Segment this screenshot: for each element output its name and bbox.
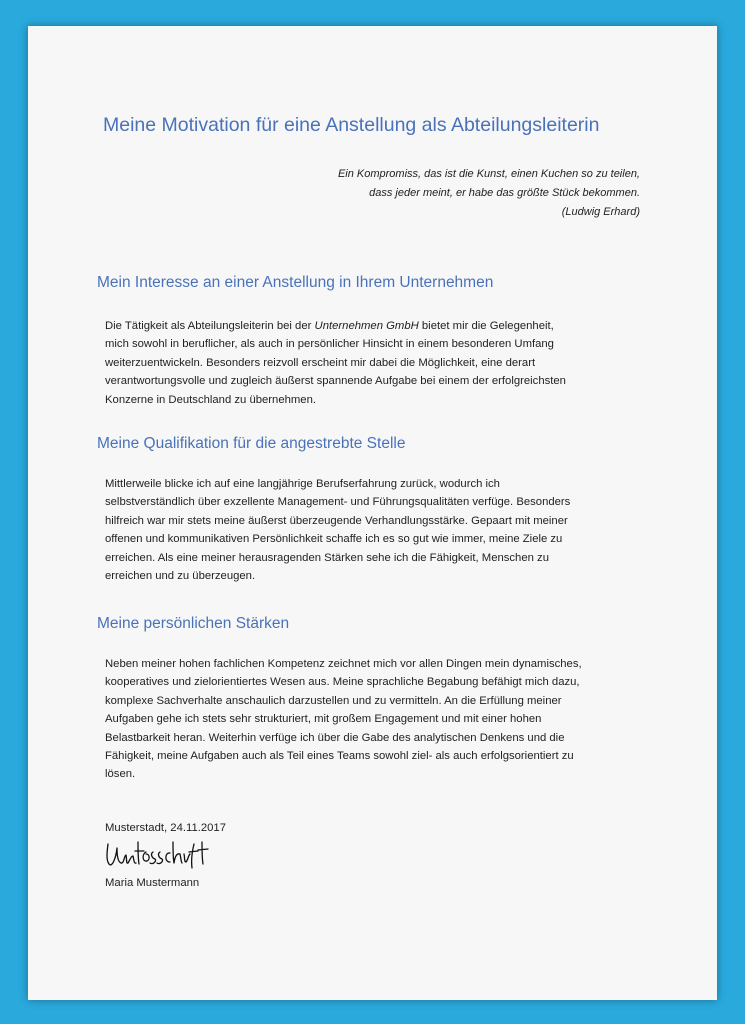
body-line: mich sowohl in beruflicher, als auch in persönlicher Hinsicht in einem besonderen Umfang (105, 338, 554, 351)
letter-page (28, 26, 717, 1000)
section-body-strengths (105, 655, 645, 784)
body-line: weiterzuentwickeln. Besonders reizvoll erscheint mir dabei die Möglichkeit, eine derart (105, 356, 536, 369)
section-body-interest (105, 317, 645, 409)
body-line: selbstverständlich über exzellente Management- und Führungsqualitäten verfüge. Besonders (105, 496, 571, 509)
body-line: Fähigkeit, meine Aufgaben auch als Teil eines Teams sowohl ziel- als auch erfolgsorientiert zu (105, 750, 574, 763)
body-line: Mittlerweile blicke ich auf eine langjährige Berufserfahrung zurück, wodurch ich (105, 478, 500, 490)
body-line: Neben meiner hohen fachlichen Kompetenz zeichnet mich vor allen Dingen mein dynamisches, (105, 658, 582, 670)
section-heading-qualification: Meine Qualifikation für die angestrebte Stelle (97, 435, 406, 452)
body-line: Die Tätigkeit als Abteilungsleiterin bei der Unternehmen GmbH bietet mir die Gelegenheit, (105, 320, 554, 332)
place-date: Musterstadt, 24.11.2017 (105, 822, 226, 834)
company-name: Unternehmen GmbH (314, 320, 419, 332)
signature-image (104, 838, 214, 879)
body-line: erreichen und zu überzeugen. (105, 570, 256, 583)
quote-line: Ein Kompromiss, das ist die Kunst, einen Kuchen so zu teilen, (337, 168, 640, 180)
body-line: erreichen. Als eine meiner herausragenden Stärken sehe ich die Fähigkeit, Menschen zu (105, 551, 549, 564)
quote-block (338, 165, 640, 222)
signer-name: Maria Mustermann (105, 877, 200, 889)
body-line: kooperatives und zielorientiertes Wesen aus. Meine sprachliche Begabung befähigt mich dazu, (105, 676, 580, 689)
body-line: verantwortungsvolle und zugleich äußerst spannende Aufgabe bei einem der erfolgreichsten (105, 375, 566, 388)
body-line: hilfreich war mir stets meine äußerst überzeugende Verhandlungsstärke. Gepaart mit meiner (105, 514, 568, 527)
body-line: Konzerne in Deutschland zu übernehmen. (105, 393, 317, 406)
section-heading-interest: Mein Interesse an einer Anstellung in Ihrem Unternehmen (97, 274, 494, 291)
body-line: lösen. (105, 768, 136, 781)
section-heading-strengths: Meine persönlichen Stärken (97, 615, 290, 632)
document-title: Meine Motivation für eine Anstellung als Abteilungsleiterin (103, 114, 600, 136)
quote-author: (Ludwig Erhard) (561, 206, 640, 218)
quote-line: dass jeder meint, er habe das größte Stück bekommen. (369, 187, 640, 199)
body-line: Belastbarkeit heran. Weiterhin verfüge ich über die Gabe des analytischen Denkens und die (105, 731, 565, 744)
section-body-qualification (105, 475, 645, 585)
body-line: Aufgaben gehe ich stets sehr strukturiert, mit großem Engagement und mit einer hohen (105, 713, 542, 726)
body-line: offenen und kommunikativen Persönlichkeit schaffe ich es so gut wie immer, meine Ziele zu (105, 533, 563, 546)
body-line: komplexe Sachverhalte anschaulich darzustellen und zu vermitteln. An die Erfüllung meiner (105, 694, 562, 707)
